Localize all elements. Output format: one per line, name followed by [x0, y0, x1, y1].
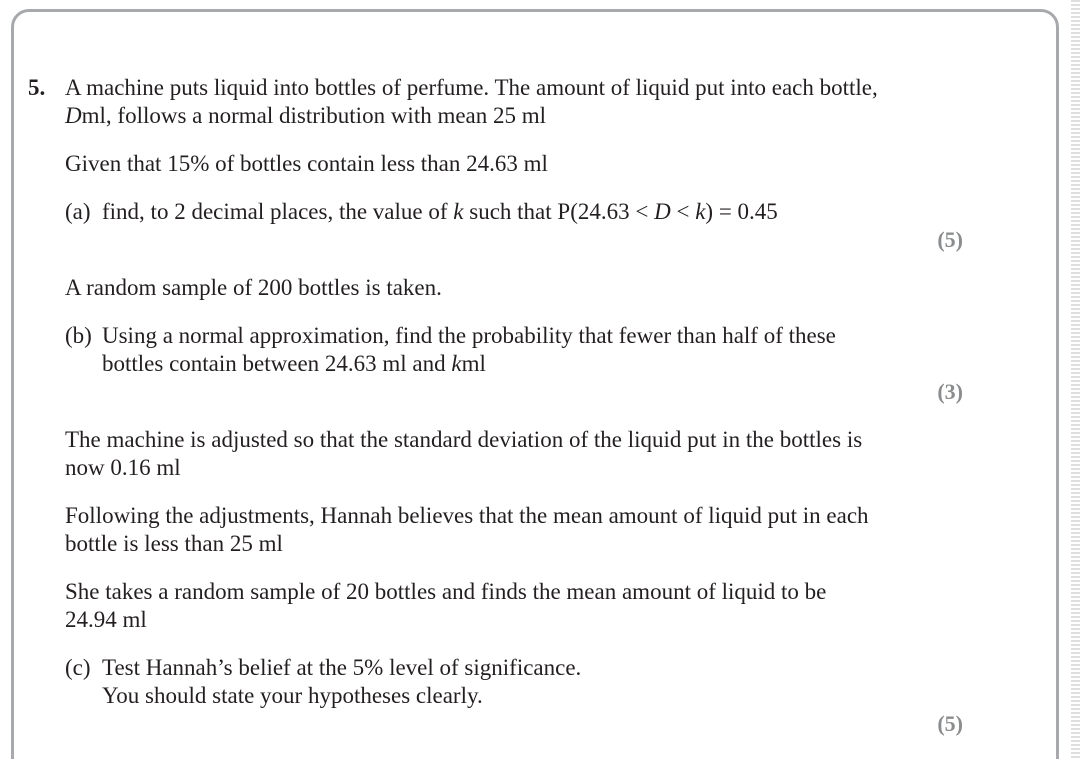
question-number: 5.	[28, 75, 46, 100]
intro-line-1: A machine puts liquid into bottles of perfume. The amount of liquid put into each bottle,	[65, 75, 878, 100]
part-c-line-1: Test Hannah’s belief at the 5% level of significance.	[102, 655, 582, 680]
variable-d: D	[65, 103, 82, 128]
part-c-label: (c)	[65, 655, 91, 680]
part-b-label: (b)	[65, 323, 92, 348]
intro-line-2-rest: ml, follows a normal distribution with mean 25 ml	[81, 103, 547, 128]
part-a-text: find, to 2 decimal places, the value of k such that P(24.63 < D < k) = 0.45	[102, 199, 778, 224]
given-statement: Given that 15% of bottles contain less than 24.63 ml	[65, 151, 548, 176]
page-edge-strip	[1071, 0, 1080, 759]
adjust-line-1: The machine is adjusted so that the standard deviation of the liquid put in the bottles is	[65, 427, 863, 452]
part-c-marks: (5)	[937, 711, 963, 736]
hannah-line-1: Following the adjustments, Hannah believes that the mean amount of liquid put in each	[65, 503, 869, 528]
part-a-marks: (5)	[937, 227, 963, 252]
intro-line-2	[65, 102, 546, 130]
sample-statement: A random sample of 200 bottles is taken.	[65, 275, 442, 300]
sample20-line-2: 24.94 ml	[65, 607, 147, 632]
hannah-line-2: bottle is less than 25 ml	[65, 531, 283, 556]
part-c-line-2: You should state your hypotheses clearly.	[102, 683, 483, 708]
part-a-label: (a)	[65, 199, 91, 224]
part-b-line-1: Using a normal approximation, find the probability that fewer than half of these	[102, 323, 836, 348]
adjust-line-2: now 0.16 ml	[65, 455, 181, 480]
sample20-line-1: She takes a random sample of 20 bottles and finds the mean amount of liquid to be	[65, 579, 827, 604]
part-b-line-2: bottles contain between 24.63 ml and kml	[102, 351, 486, 376]
part-b-marks: (3)	[937, 379, 963, 404]
